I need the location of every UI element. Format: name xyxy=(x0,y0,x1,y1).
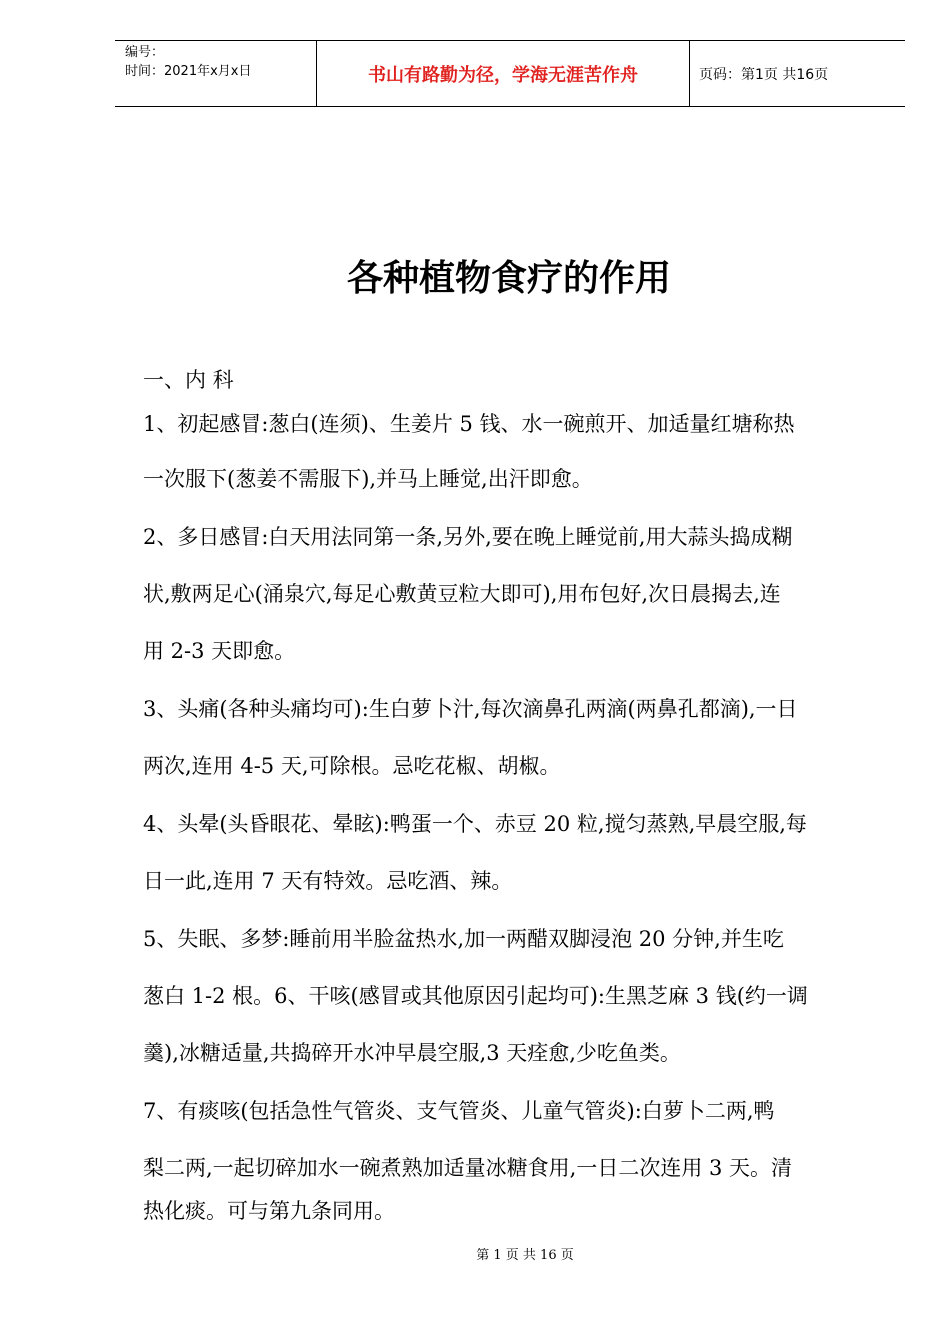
header-number-label: 编号： xyxy=(125,45,165,60)
body-line: 1、初起感冒:葱白(连须)、生姜片 5 钱、水一碗煎开、加适量红塘称热 xyxy=(143,412,795,436)
section-heading: 一、内 科 xyxy=(143,368,234,392)
header-motto: 书山有路勤为径，学海无涯苦作舟 xyxy=(316,41,690,106)
body-line: 热化痰。可与第九条同用。 xyxy=(143,1199,395,1223)
body-line: 一次服下(葱姜不需服下),并马上睡觉,出汗即愈。 xyxy=(143,467,593,491)
body-line: 葱白 1-2 根。6、干咳(感冒或其他原因引起均可):生黑芝麻 3 钱(约一调 xyxy=(143,984,808,1008)
body-line: 状,敷两足心(涌泉穴,每足心敷黄豆粒大即可),用布包好,次日晨揭去,连 xyxy=(143,582,781,606)
page-header xyxy=(115,40,905,107)
header-time-label: 时间：2021年x月x日 xyxy=(125,64,252,79)
body-line: 3、头痛(各种头痛均可):生白萝卜汁,每次滴鼻孔两滴(两鼻孔都滴),一日 xyxy=(143,697,798,721)
header-meta xyxy=(115,41,316,106)
document-title: 各种植物食疗的作用 xyxy=(346,258,671,299)
body-line: 4、头晕(头昏眼花、晕眩):鸭蛋一个、赤豆 20 粒,搅匀蒸熟,早晨空服,每 xyxy=(143,812,807,836)
header-page-info: 页码：第1页 共16页 xyxy=(699,66,829,83)
body-line: 5、失眠、多梦:睡前用半脸盆热水,加一两醋双脚浸泡 20 分钟,并生吃 xyxy=(143,927,784,951)
body-line: 2、多日感冒:白天用法同第一条,另外,要在晚上睡觉前,用大蒜头捣成糊 xyxy=(143,525,793,549)
body-line: 羹),冰糖适量,共捣碎开水冲早晨空服,3 天痊愈,少吃鱼类。 xyxy=(143,1041,681,1065)
body-line: 7、有痰咳(包括急性气管炎、支气管炎、儿童气管炎):白萝卜二两,鸭 xyxy=(143,1099,775,1123)
page-footer: 第 1 页 共 16 页 xyxy=(476,1248,574,1263)
body-line: 两次,连用 4-5 天,可除根。忌吃花椒、胡椒。 xyxy=(143,754,561,778)
body-line: 用 2-3 天即愈。 xyxy=(143,639,296,663)
body-line: 梨二两,一起切碎加水一碗煮熟加适量冰糖食用,一日二次连用 3 天。清 xyxy=(143,1156,793,1180)
body-line: 日一此,连用 7 天有特效。忌吃酒、辣。 xyxy=(143,869,513,893)
